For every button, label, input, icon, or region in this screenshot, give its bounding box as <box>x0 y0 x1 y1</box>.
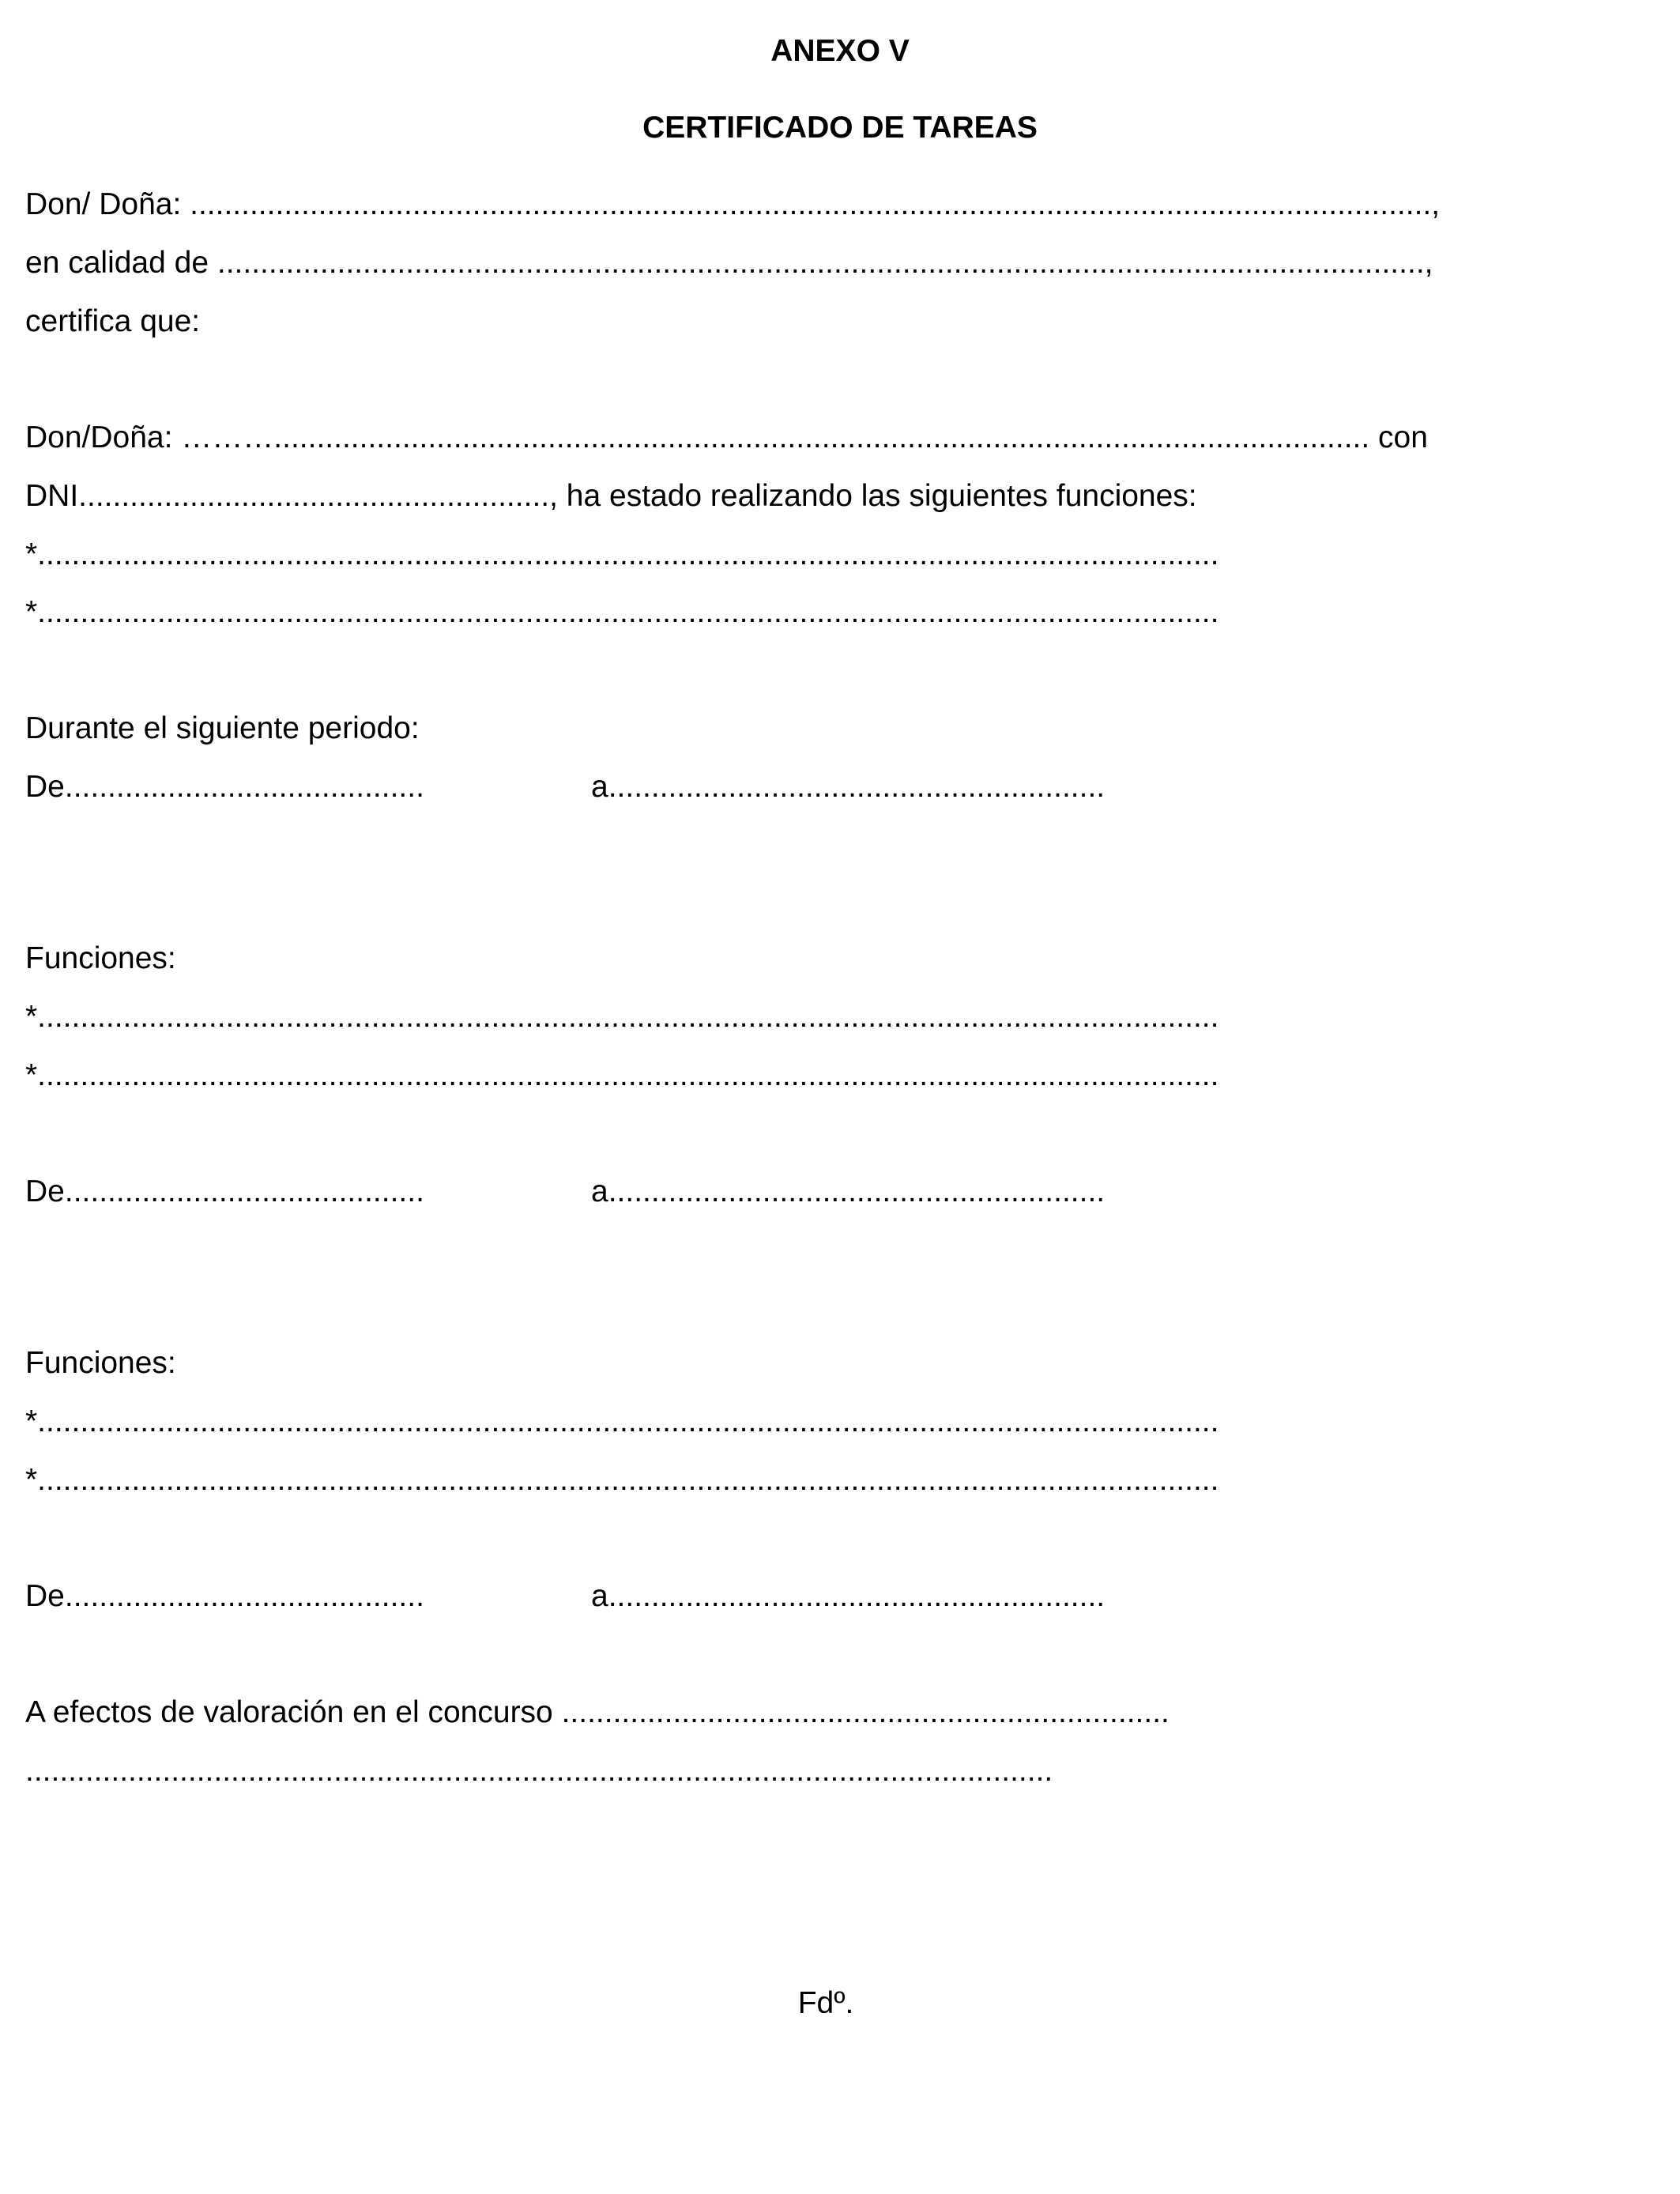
period-from: De.......................................... <box>25 770 424 804</box>
functions-label: Funciones: <box>25 1346 176 1380</box>
period-to: a.......................................................... <box>591 1579 1106 1613</box>
period-from: De.......................................... <box>25 1579 424 1613</box>
period-intro: Durante el siguiente periodo: <box>25 711 420 745</box>
functions-label: Funciones: <box>25 941 176 975</box>
purpose-line: A efectos de valoración en el concurso ....................................................................... <box>25 1695 1170 1729</box>
period-to: a.......................................................... <box>591 770 1106 804</box>
period-to: a.......................................................... <box>591 1174 1106 1208</box>
subject-name-line: Don/Doña: ………................................................................................................................................ con <box>25 420 1428 454</box>
signature-label: Fdº. <box>797 1986 854 2020</box>
purpose-continuation: ........................................................................................................................ <box>25 1754 1053 1788</box>
certificate-title: CERTIFICADO DE TAREAS <box>642 111 1038 145</box>
function-line: *.......................................................................................................................................... <box>25 537 1219 571</box>
function-line: *.......................................................................................................................................... <box>25 1000 1219 1034</box>
annex-title: ANEXO V <box>770 34 910 68</box>
certifies-line: certifica que: <box>25 304 201 338</box>
function-line: *.......................................................................................................................................... <box>25 595 1219 629</box>
function-line: *.......................................................................................................................................... <box>25 1463 1219 1497</box>
period-row <box>25 767 1106 807</box>
period-row <box>25 1172 1106 1212</box>
certifier-capacity-line: en calidad de ............................................................................................................................................., <box>25 246 1433 280</box>
function-line: *.......................................................................................................................................... <box>25 1404 1219 1438</box>
period-from: De.......................................... <box>25 1174 424 1208</box>
period-row <box>25 1577 1106 1616</box>
subject-dni-line: DNI......................................................., ha estado realizando las siguientes funciones: <box>25 479 1197 513</box>
certifier-name-line: Don/ Doña: ................................................................................................................................................., <box>25 187 1441 221</box>
function-line: *.......................................................................................................................................... <box>25 1058 1219 1092</box>
